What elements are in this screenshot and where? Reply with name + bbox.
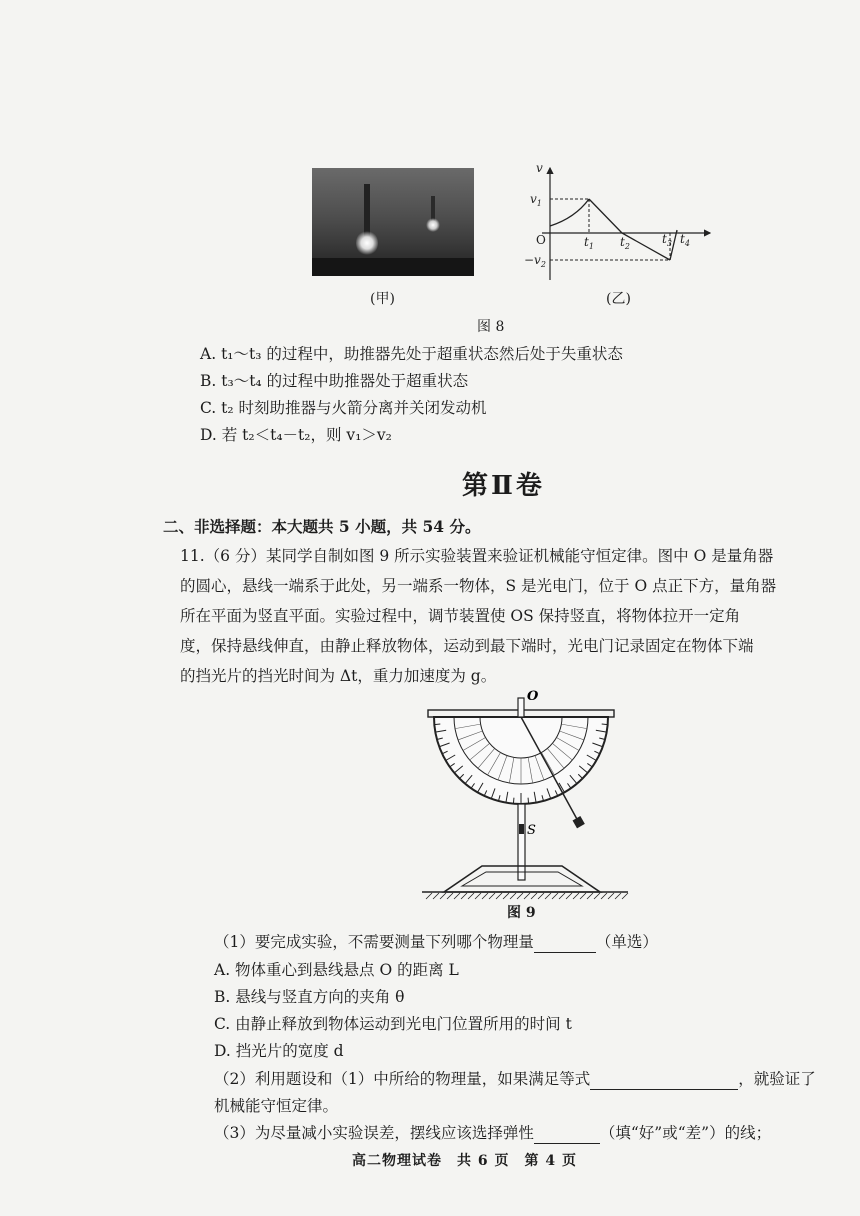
rocket-flame — [356, 230, 378, 256]
q11-option-b: B. 悬线与竖直方向的夹角 θ — [214, 988, 405, 1006]
booster-flame — [426, 218, 440, 232]
part2-title: 第Ⅱ卷 — [462, 471, 545, 501]
hatch-mark — [454, 893, 460, 899]
protractor-tick — [528, 798, 529, 804]
photogate-s-label: S — [527, 823, 536, 838]
answer-blank-2[interactable] — [590, 1073, 738, 1090]
hatch-mark — [510, 893, 516, 899]
pivot-post — [518, 698, 524, 717]
hatch-mark — [531, 893, 537, 899]
photogate-s — [519, 824, 524, 834]
q11-line-2: 的圆心，悬线一端系于此处，另一端系一物体，S 是光电门，位于 O 点正下方，量角器 — [180, 577, 777, 595]
v1-label: $v_1$ — [530, 192, 542, 208]
hatch-mark — [496, 893, 502, 899]
q11-sub3: （3）为尽量减小实验误差，摆线应该选择弹性 （填“好”或“差”）的线； — [214, 1124, 772, 1142]
t3-label: $t_3$ — [662, 232, 672, 248]
hatch-mark — [468, 893, 474, 899]
q11-sub1: （1）要完成实验，不需要测量下列哪个物理量 （单选） — [214, 933, 658, 951]
ground-hatch — [426, 893, 628, 899]
t4-label: $t_4$ — [680, 232, 690, 248]
q10-option-c: C. t₂ 时刻助推器与火箭分离并关闭发动机 — [200, 399, 487, 417]
stand-rod — [518, 804, 525, 880]
figure8-caption: 图 8 — [477, 319, 505, 335]
graph-label: (乙) — [606, 291, 631, 307]
pendulum-bob — [573, 816, 585, 828]
hatch-mark — [587, 893, 593, 899]
hatch-mark — [503, 893, 509, 899]
hatch-mark — [552, 893, 558, 899]
hatch-mark — [524, 893, 530, 899]
origin-label: O — [536, 233, 546, 247]
hatch-mark — [482, 893, 488, 899]
protractor-tick — [434, 724, 440, 725]
protractor-tick — [513, 798, 514, 804]
q11-sub2: （2）利用题设和（1）中所给的物理量，如果满足等式 ，就验证了 — [214, 1070, 816, 1088]
answer-blank-3[interactable] — [534, 1127, 600, 1144]
figure9-caption: 图 9 — [507, 905, 536, 921]
q11-option-c: C. 由静止释放到物体运动到光电门位置所用的时间 t — [214, 1015, 572, 1033]
rocket-body — [364, 184, 370, 236]
hatch-mark — [440, 893, 446, 899]
hatch-mark — [594, 893, 600, 899]
q10-option-d: D. 若 t₂＜t₄－t₂，则 v₁＞v₂ — [200, 426, 392, 444]
hatch-mark — [622, 893, 628, 899]
curve-0-t1 — [550, 199, 589, 226]
hatch-mark — [517, 893, 523, 899]
hatch-mark — [433, 893, 439, 899]
hatch-mark — [559, 893, 565, 899]
hatch-mark — [615, 893, 621, 899]
q10-option-a: A. t₁～t₃ 的过程中，助推器先处于超重状态然后处于失重状态 — [200, 345, 623, 363]
hatch-mark — [461, 893, 467, 899]
q11-line-4: 度，保持悬线伸直，由静止释放物体，运动到最下端时，光电门记录固定在物体下端 — [180, 637, 754, 655]
hatch-mark — [489, 893, 495, 899]
hatch-mark — [608, 893, 614, 899]
v-axis-label: v — [536, 161, 543, 175]
answer-blank-1[interactable] — [534, 936, 596, 953]
q11-option-a: A. 物体重心到悬线悬点 O 的距离 L — [214, 961, 459, 979]
q11-line-1: 11.（6 分）某同学自制如图 9 所示实验装置来验证机械能守恒定律。图中 O 是量角器 — [180, 547, 774, 565]
hatch-mark — [566, 893, 572, 899]
q10-option-b: B. t₃～t₄ 的过程中助推器处于超重状态 — [200, 372, 469, 390]
photo-label: (甲) — [370, 291, 395, 307]
hatch-mark — [573, 893, 579, 899]
t2-label: $t_2$ — [620, 235, 630, 251]
section-heading: 二、非选择题：本大题共 5 小题，共 54 分。 — [163, 517, 481, 536]
q11-option-d: D. 挡光片的宽度 d — [214, 1042, 344, 1060]
vt-graph — [520, 160, 720, 290]
point-o-label: O — [527, 689, 539, 704]
rocket-photo — [312, 168, 474, 276]
hatch-mark — [475, 893, 481, 899]
protractor-tick — [602, 724, 608, 725]
line-t1-t2 — [589, 199, 622, 233]
hatch-mark — [545, 893, 551, 899]
hatch-mark — [601, 893, 607, 899]
hatch-mark — [538, 893, 544, 899]
ground-strip — [312, 258, 474, 276]
hatch-mark — [426, 893, 432, 899]
q11-sub2-line2: 机械能守恒定律。 — [214, 1097, 339, 1115]
q11-line-5: 的挡光片的挡光时间为 Δt，重力加速度为 g。 — [180, 667, 497, 685]
t1-label: $t_1$ — [584, 235, 594, 251]
hatch-mark — [447, 893, 453, 899]
figure9-apparatus — [420, 688, 630, 900]
page-footer: 高二物理试卷 共 6 页 第 4 页 — [352, 1153, 577, 1169]
hatch-mark — [580, 893, 586, 899]
neg-v2-label: $-v_2$ — [524, 253, 546, 269]
q11-line-3: 所在平面为竖直平面。实验过程中，调节装置使 OS 保持竖直，将物体拉开一定角 — [180, 607, 741, 625]
